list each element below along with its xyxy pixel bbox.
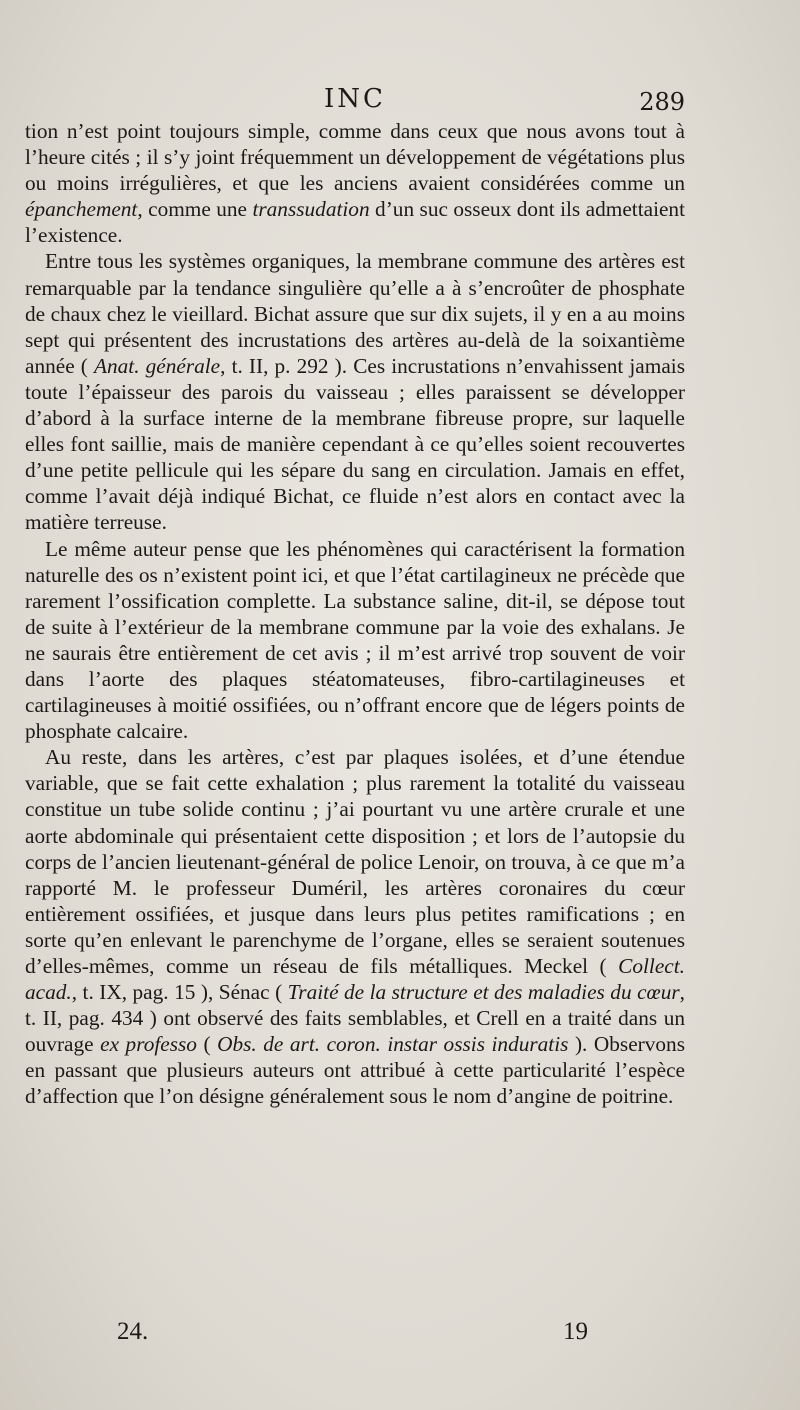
paragraph bbox=[25, 744, 685, 1109]
italic-text: Collect. acad. bbox=[25, 954, 685, 1005]
paragraph bbox=[25, 118, 685, 248]
paragraph bbox=[25, 536, 685, 745]
italic-text: ex professo bbox=[100, 1032, 197, 1057]
italic-text: Traité de la structure et des maladies du cœur bbox=[287, 980, 680, 1005]
text-run: d’un suc osseux dont ils admettaient l’existence. bbox=[25, 197, 685, 248]
italic-text: transsudation bbox=[252, 197, 370, 222]
text-run: , comme une bbox=[137, 197, 253, 222]
page-footer bbox=[25, 1318, 685, 1352]
text-run: Le même auteur pense que les phénomènes qui caractérisent la formation naturelle des os n’existent point ici, et que l’état cartilagineux ne précède que rarement l’ossification complette. La substance saline, dit-il, se dépose tout de suite à l’extérieur de la membrane commune par la voie des exhalans. Je ne saurais être entièrement de cet avis ; il m’est arrivé trop souvent de voir dans l’aorte des plaques stéatomateuses, fibro-cartilagineuses et cartilagineuses à moitié ossifiées, ou n’offrant encore que de légers points de phosphate calcaire. bbox=[25, 536, 685, 744]
text-run: Au reste, dans les artères, c’est par plaques isolées, et d’une étendue variable, que se fait cette exhalation ; plus rarement la totalité du vaisseau constitue un tube solide continu ; j’ai pourtant vu une artère crurale et une aorte abdominale qui présentaient cette disposition ; et lors de l’autopsie du corps de l’ancien lieutenant-général de police Lenoir, on trouva, à ce que m’a rapporté M. le professeur Duméril, les artères coronaires du cœur entièrement ossifiées, et jusque dans leurs plus petites ramifications ; en sorte qu’en enlevant le parenchyme de l’organe, elles se seraient soutenues d’elles-mêmes, comme un réseau de fils métalliques. Meckel ( bbox=[25, 745, 685, 978]
text-run: tion n’est point toujours simple, comme dans ceux que nous avons tout à l’heure cités ; il s’y joint fréquemment un développement de végétations plus ou moins irrégulières, et que les anciens avaient considérées comme un bbox=[25, 119, 685, 196]
sheet-number: 19 bbox=[563, 1318, 588, 1345]
signature-mark: 24. bbox=[117, 1318, 149, 1345]
paragraph bbox=[25, 248, 685, 535]
text-run: , t. II, p. 292 ). Ces incrustations n’envahissent jamais toute l’épaisseur des parois du vaisseau ; elles paraissent se développer d’abord à la surface interne de la membrane fibreuse propre, sur laquelle elles font saillie, mais de manière cependant à ce qu’elles soient recouvertes d’une petite pellicule qui les sépare du sang en circulation. Jamais en effet, comme l’avait déjà indiqué Bichat, ce fluide n’est alors en contact avec la matière terreuse. bbox=[25, 353, 685, 535]
body-text bbox=[25, 118, 685, 1110]
running-head: INC bbox=[324, 84, 386, 114]
page-number: 289 bbox=[639, 88, 685, 116]
text-run: , t. IX, pag. 15 ), Sénac ( bbox=[71, 980, 288, 1005]
text-run: , t. II, pag. 434 ) ont observé des faits semblables, et Crell en a traité dans un ouvrage bbox=[25, 980, 685, 1057]
text-run: Entre tous les systèmes organiques, la membrane commune des artères est remarquable par la tendance singulière qu’elle a à s’encroûter de phosphate de chaux chez le vieillard. Bichat assure que sur dix sujets, il y en a au moins sept qui présentent des incrustations des artères au-delà de la soixantième année ( bbox=[25, 249, 685, 378]
page-header bbox=[25, 84, 685, 120]
italic-text: Anat. générale bbox=[93, 353, 221, 378]
text-run: ( bbox=[196, 1032, 218, 1057]
italic-text: épanchement bbox=[25, 197, 138, 222]
italic-text: Obs. de art. coron. instar ossis induratis bbox=[217, 1032, 569, 1057]
text-run: ). Observons en passant que plusieurs auteurs ont attribué à cette particularité l’espèce d’affection que l’on désigne généralement sous le nom d’angine de poitrine. bbox=[25, 1032, 685, 1109]
